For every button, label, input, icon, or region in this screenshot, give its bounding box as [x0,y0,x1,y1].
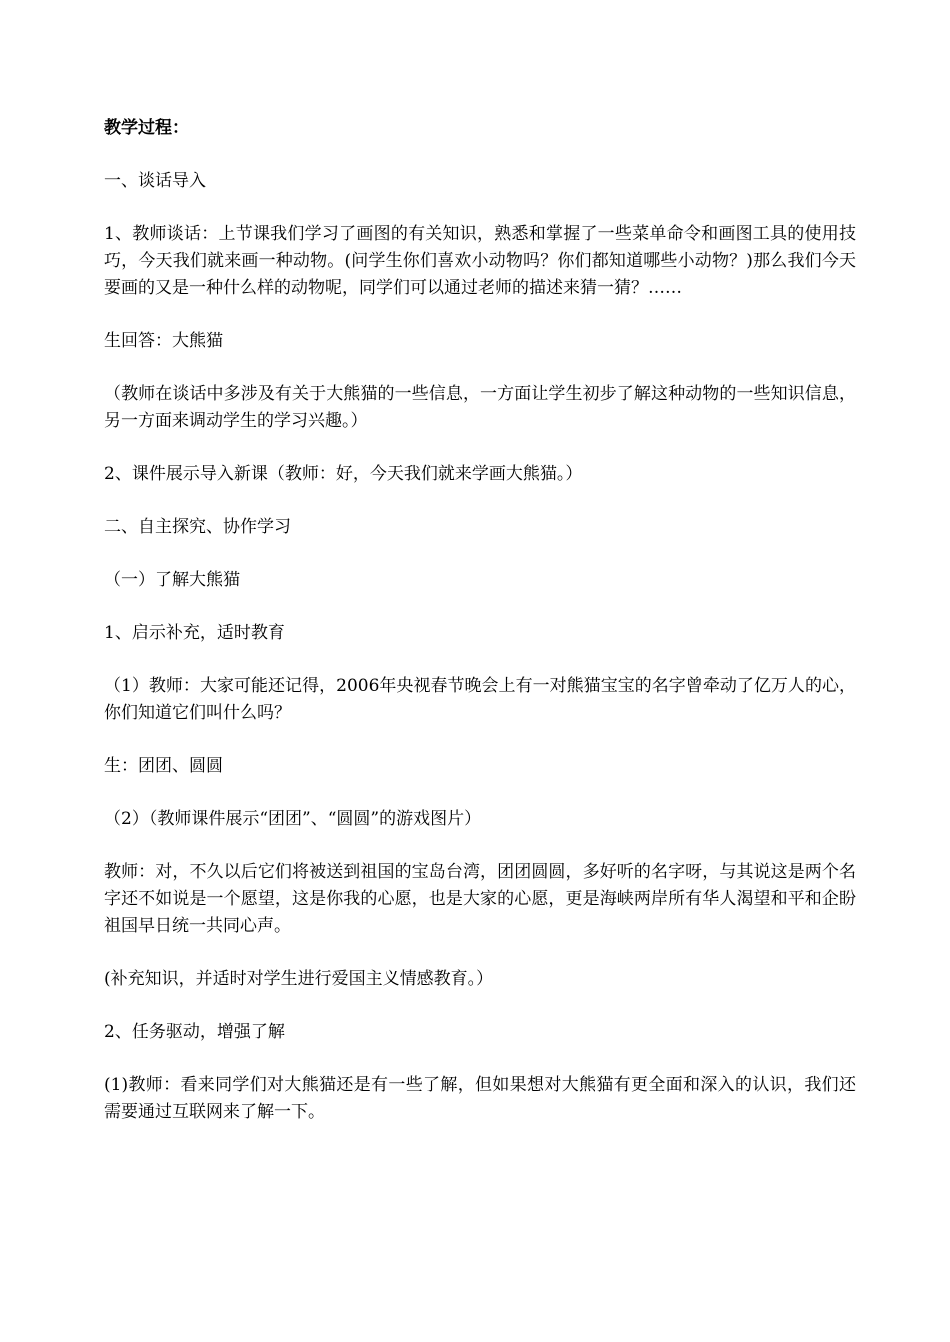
heading-explore: 二、自主探究、协作学习 [104,517,291,537]
paragraph-courseware-pictures: （2）（教师课件展示“团团”、“圆圆”的游戏图片） [104,809,482,829]
paragraph-patriotic-note: (补充知识，并适时对学生进行爱国主义情感教育。） [104,969,494,989]
paragraph-teacher-taiwan: 教师：对，不久以后它们将被送到祖国的宝岛台湾，团团圆圆，多好听的名字呀，与其说这是两个名字还不如说是一个愿望，这是你我的心愿，也是大家的心愿，更是海峡两岸所有华人渴望和平和企盼祖国早日统一共同心声。 [104,862,856,936]
paragraph-student-answer: 生回答：大熊猫 [104,331,223,351]
paragraph-teacher-note: （教师在谈话中多涉及有关于大熊猫的一些信息，一方面让学生初步了解这种动物的一些知识信息，另一方面来调动学生的学习兴趣。） [104,384,856,431]
paragraph-teacher-talk: 1、教师谈话：上节课我们学习了画图的有关知识，熟悉和掌握了一些菜单命令和画图工具的使用技巧，今天我们就来画一种动物。(问学生你们喜欢小动物吗？你们都知道哪些小动物？)那么我们今天要画的又是一种什么样的动物呢，同学们可以通过老师的描述来猜一猜？…… [104,224,856,298]
heading-intro: 一、谈话导入 [104,171,206,191]
item-task-driven: 2、任务驱动，增强了解 [104,1022,285,1042]
item-inspire: 1、启示补充，适时教育 [104,623,285,643]
paragraph-gala-question: （1）教师：大家可能还记得，2006年央视春节晚会上有一对熊猫宝宝的名字曾牵动了亿万人的心，你们知道它们叫什么吗？ [104,676,856,723]
section-title: 教学过程： [104,118,189,138]
document-page [104,115,856,1152]
paragraph-internet: (1)教师：看来同学们对大熊猫还是有一些了解，但如果想对大熊猫有更全面和深入的认识，我们还需要通过互联网来了解一下。 [104,1075,856,1122]
paragraph-student-reply: 生：团团、圆圆 [104,756,223,776]
subheading-know-panda: （一）了解大熊猫 [104,570,240,590]
paragraph-courseware-intro: 2、课件展示导入新课（教师：好，今天我们就来学画大熊猫。） [104,464,583,484]
